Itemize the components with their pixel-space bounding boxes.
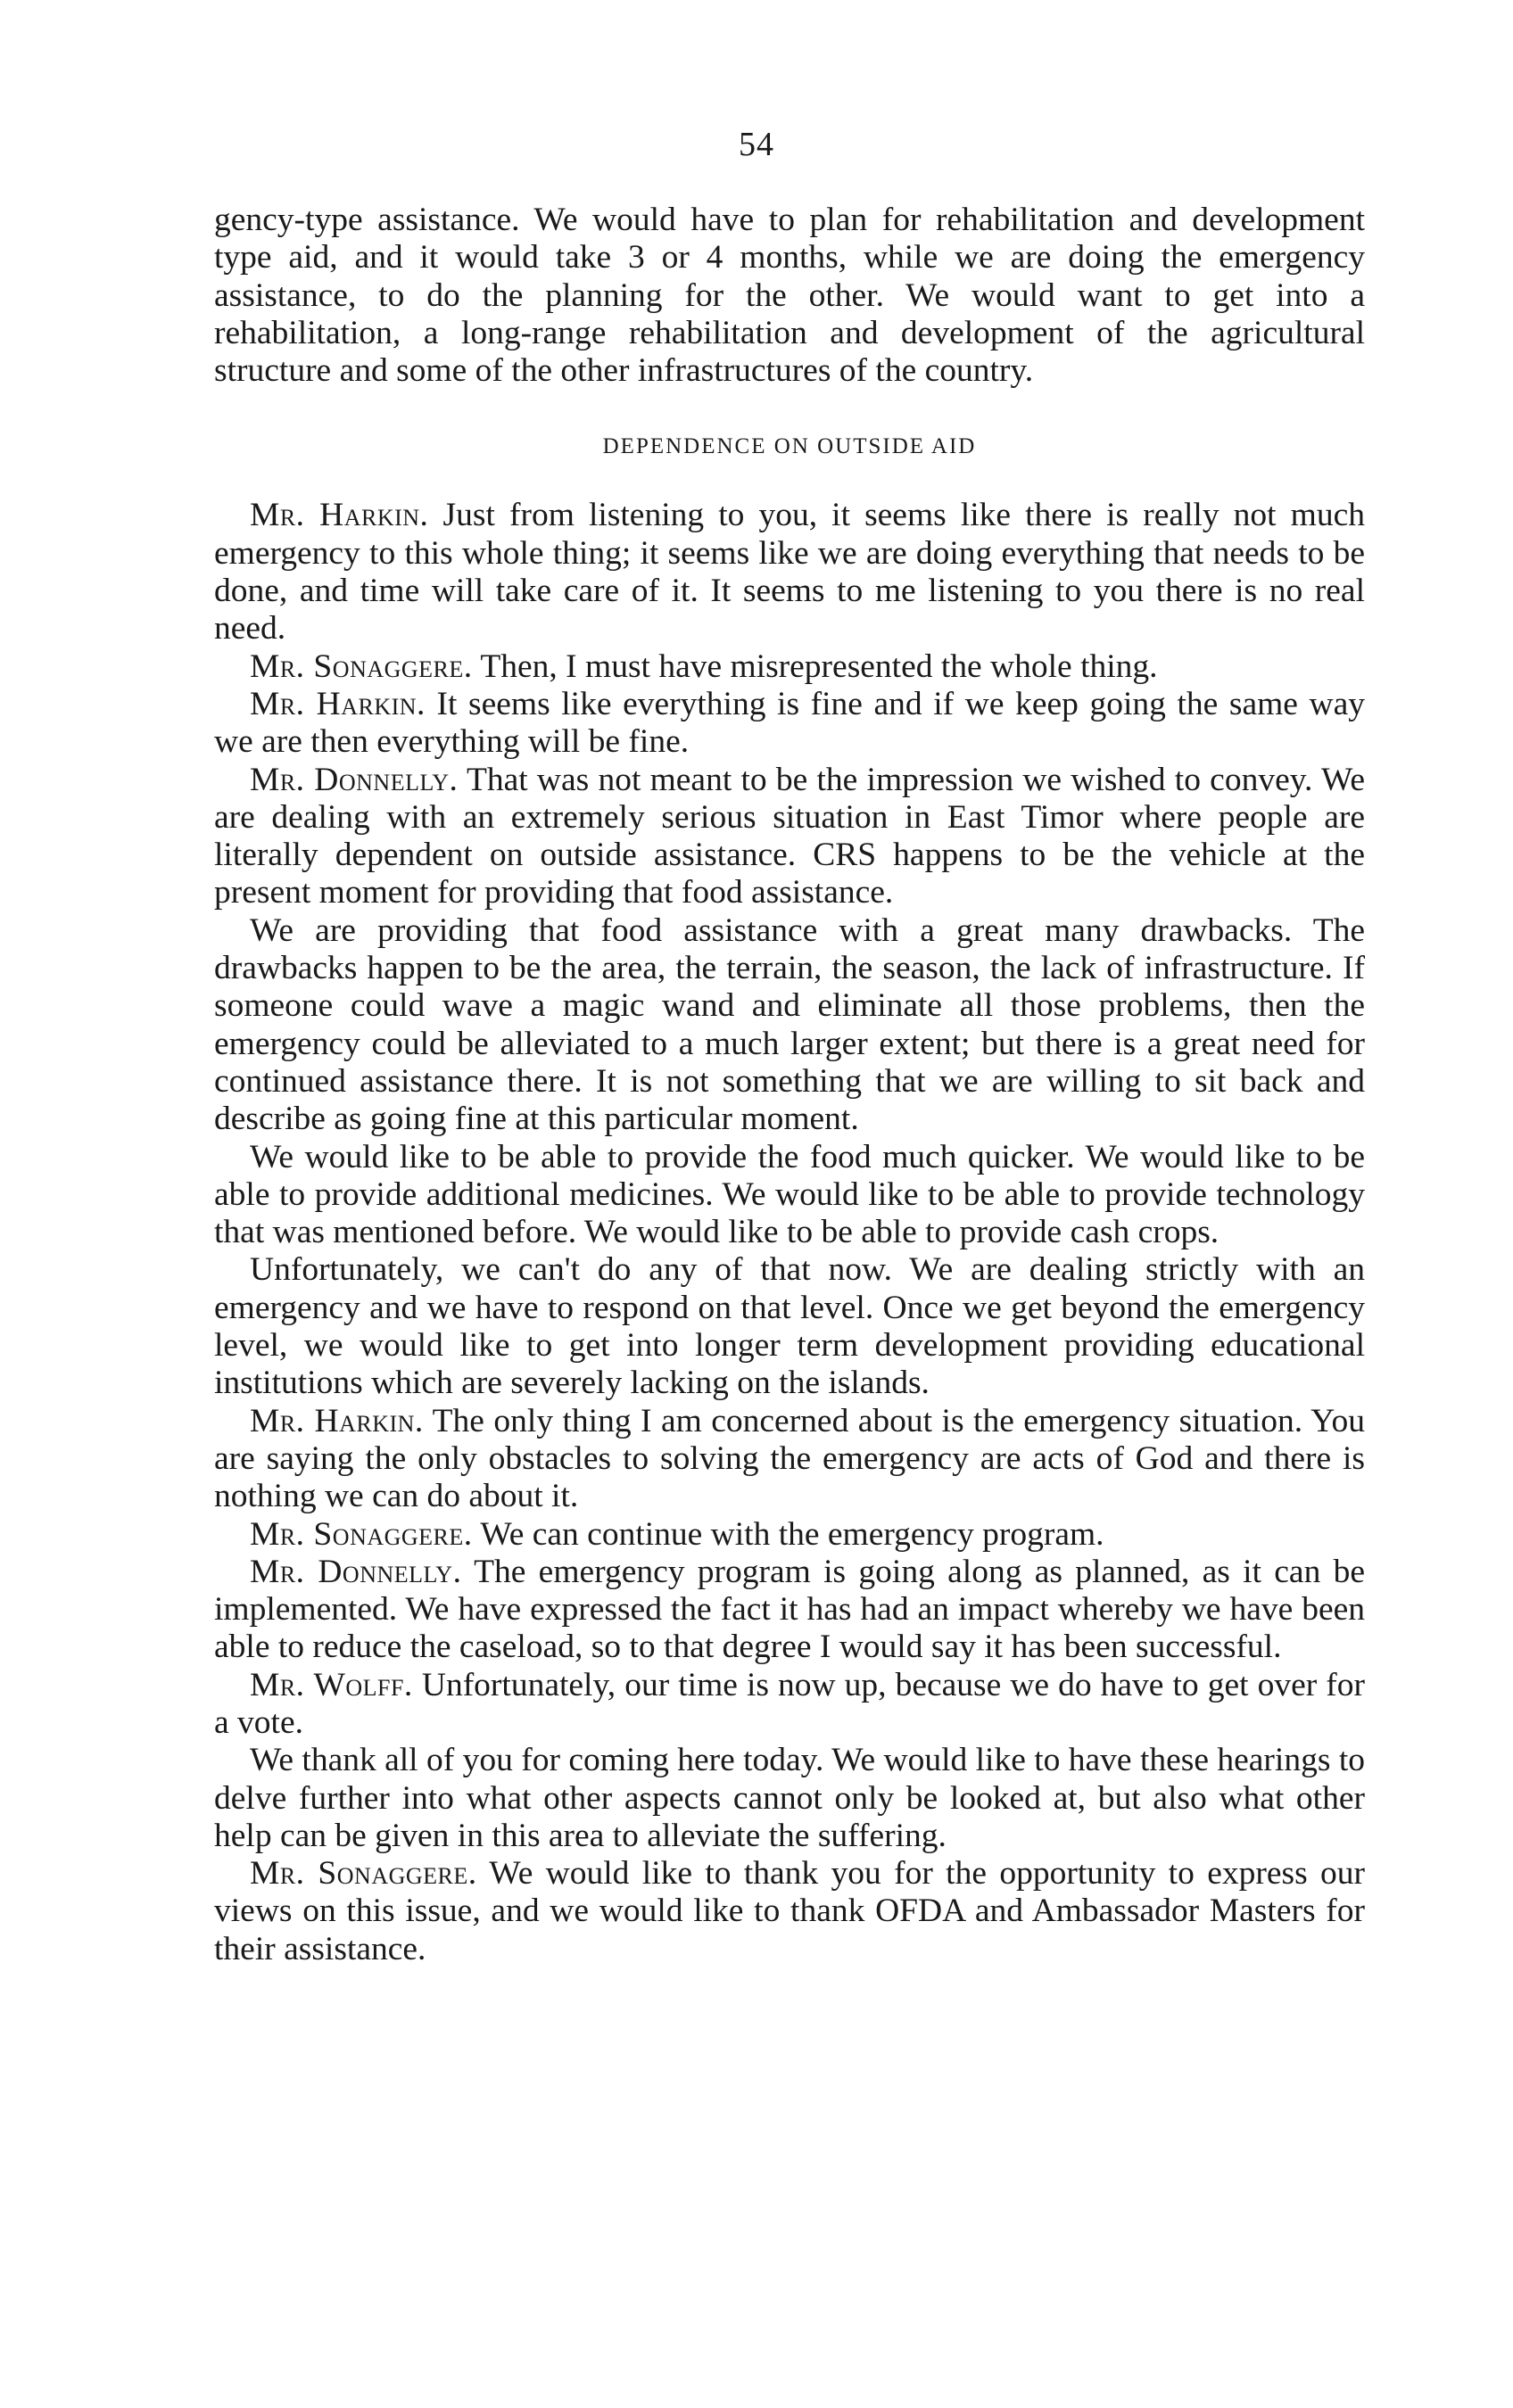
paragraph-text: Then, I must have misrepresented the whole thing.: [480, 647, 1158, 685]
paragraph-text: Unfortunately, our time is now up, because we do have to get over for a vote.: [214, 1666, 1365, 1741]
page-number: 54: [739, 126, 774, 163]
paragraph: [214, 497, 1365, 647]
paragraph-text: We would like to thank you for the opportunity to express our views on this issue, and we would like to thank OFDA and Ambassador Masters for their assistance.: [214, 1855, 1365, 1967]
paragraph: [214, 202, 1365, 390]
speaker-name: Mr. Harkin.: [250, 1402, 424, 1439]
paragraph-text: gency-type assistance. We would have to plan for rehabilitation and development type aid, and it would take 3 or 4 months, while we are doing the emergency assistance, to do the planning for the other. We would want to get into a rehabilitation, a long-range rehabilitation and development of the agricultural structure and some of the other infrastructures of the country.: [214, 202, 1365, 390]
speaker-name: Mr. Wolff.: [250, 1666, 413, 1703]
paragraph: [214, 912, 1365, 1139]
paragraph: [214, 1554, 1365, 1667]
paragraph: [214, 1403, 1365, 1516]
paragraph-text: The emergency program is going along as planned, as it can be implemented. We have expressed the fact it has had an impact whereby we have been able to reduce the caseload, so to that degree I would say it has been successful.: [214, 1553, 1366, 1666]
paragraph: [214, 1855, 1365, 1968]
paragraph: [214, 686, 1365, 762]
paragraph-text: It seems like everything is fine and if we keep going the same way we are then everything will be fine.: [214, 685, 1365, 761]
speaker-name: Mr. Sonaggere.: [250, 1855, 477, 1893]
paragraph: [214, 762, 1365, 912]
paragraph-text: We can continue with the emergency program.: [480, 1515, 1104, 1553]
paragraph-text: The only thing I am concerned about is the emergency situation. You are saying the only obstacles to solving the emergency are acts of God and there is nothing we can do about it.: [214, 1402, 1366, 1515]
paragraph-text: That was not meant to be the impression we wished to convey. We are dealing with an extremely serious situation in East Timor where people are literally dependent on outside assistance. CRS happens to be the vehicle at the present moment for providing that food assistance.: [214, 761, 1365, 911]
paragraph: [214, 1251, 1365, 1402]
document-body: [214, 202, 1365, 1968]
paragraph-text: We would like to be able to provide the food much quicker. We would like to be able to provide additional medicines. We would like to be able to provide technology that was mentioned before. We would like to be able to provide cash crops.: [214, 1138, 1365, 1251]
paragraph: [214, 1516, 1365, 1554]
paragraph-text: Just from listening to you, it seems like there is really not much emergency to this whole thing; it seems like we are doing everything that needs to be done, and time will take care of it. It seems to me listening to you there is no real need.: [214, 497, 1365, 647]
section-heading: DEPENDENCE ON OUTSIDE AID: [602, 434, 977, 459]
paragraph-text: Unfortunately, we can't do any of that now. We are dealing strictly with an emergency and we have to respond on that level. Once we get beyond the emergency level, we would like to get into longer term development providing educational institutions which are severely lacking on the islands.: [214, 1251, 1365, 1402]
speaker-name: Mr. Sonaggere.: [250, 647, 473, 685]
speaker-name: Mr. Donnelly.: [250, 761, 459, 798]
speaker-name: Mr. Harkin.: [250, 685, 426, 722]
paragraph: [214, 1667, 1365, 1743]
speaker-name: Mr. Donnelly.: [250, 1553, 462, 1590]
paragraph-text: We thank all of you for coming here today. We would like to have these hearings to delve further into what other aspects cannot only be looked at, but also what other help can be given in this area to alleviate the suffering.: [214, 1742, 1365, 1854]
paragraph: [214, 1742, 1365, 1855]
speaker-name: Mr. Harkin.: [250, 497, 429, 534]
paragraph: [214, 648, 1365, 686]
speaker-name: Mr. Sonaggere.: [250, 1515, 473, 1553]
paragraph: [214, 1139, 1365, 1252]
paragraph-text: We are providing that food assistance with a great many drawbacks. The drawbacks happen to be the area, the terrain, the season, the lack of infrastructure. If someone could wave a magic wand and eliminate all those problems, then the emergency could be alleviated to a much larger extent; but there is a great need for continued assistance there. It is not something that we are willing to sit back and describe as going fine at this particular moment.: [214, 911, 1365, 1138]
